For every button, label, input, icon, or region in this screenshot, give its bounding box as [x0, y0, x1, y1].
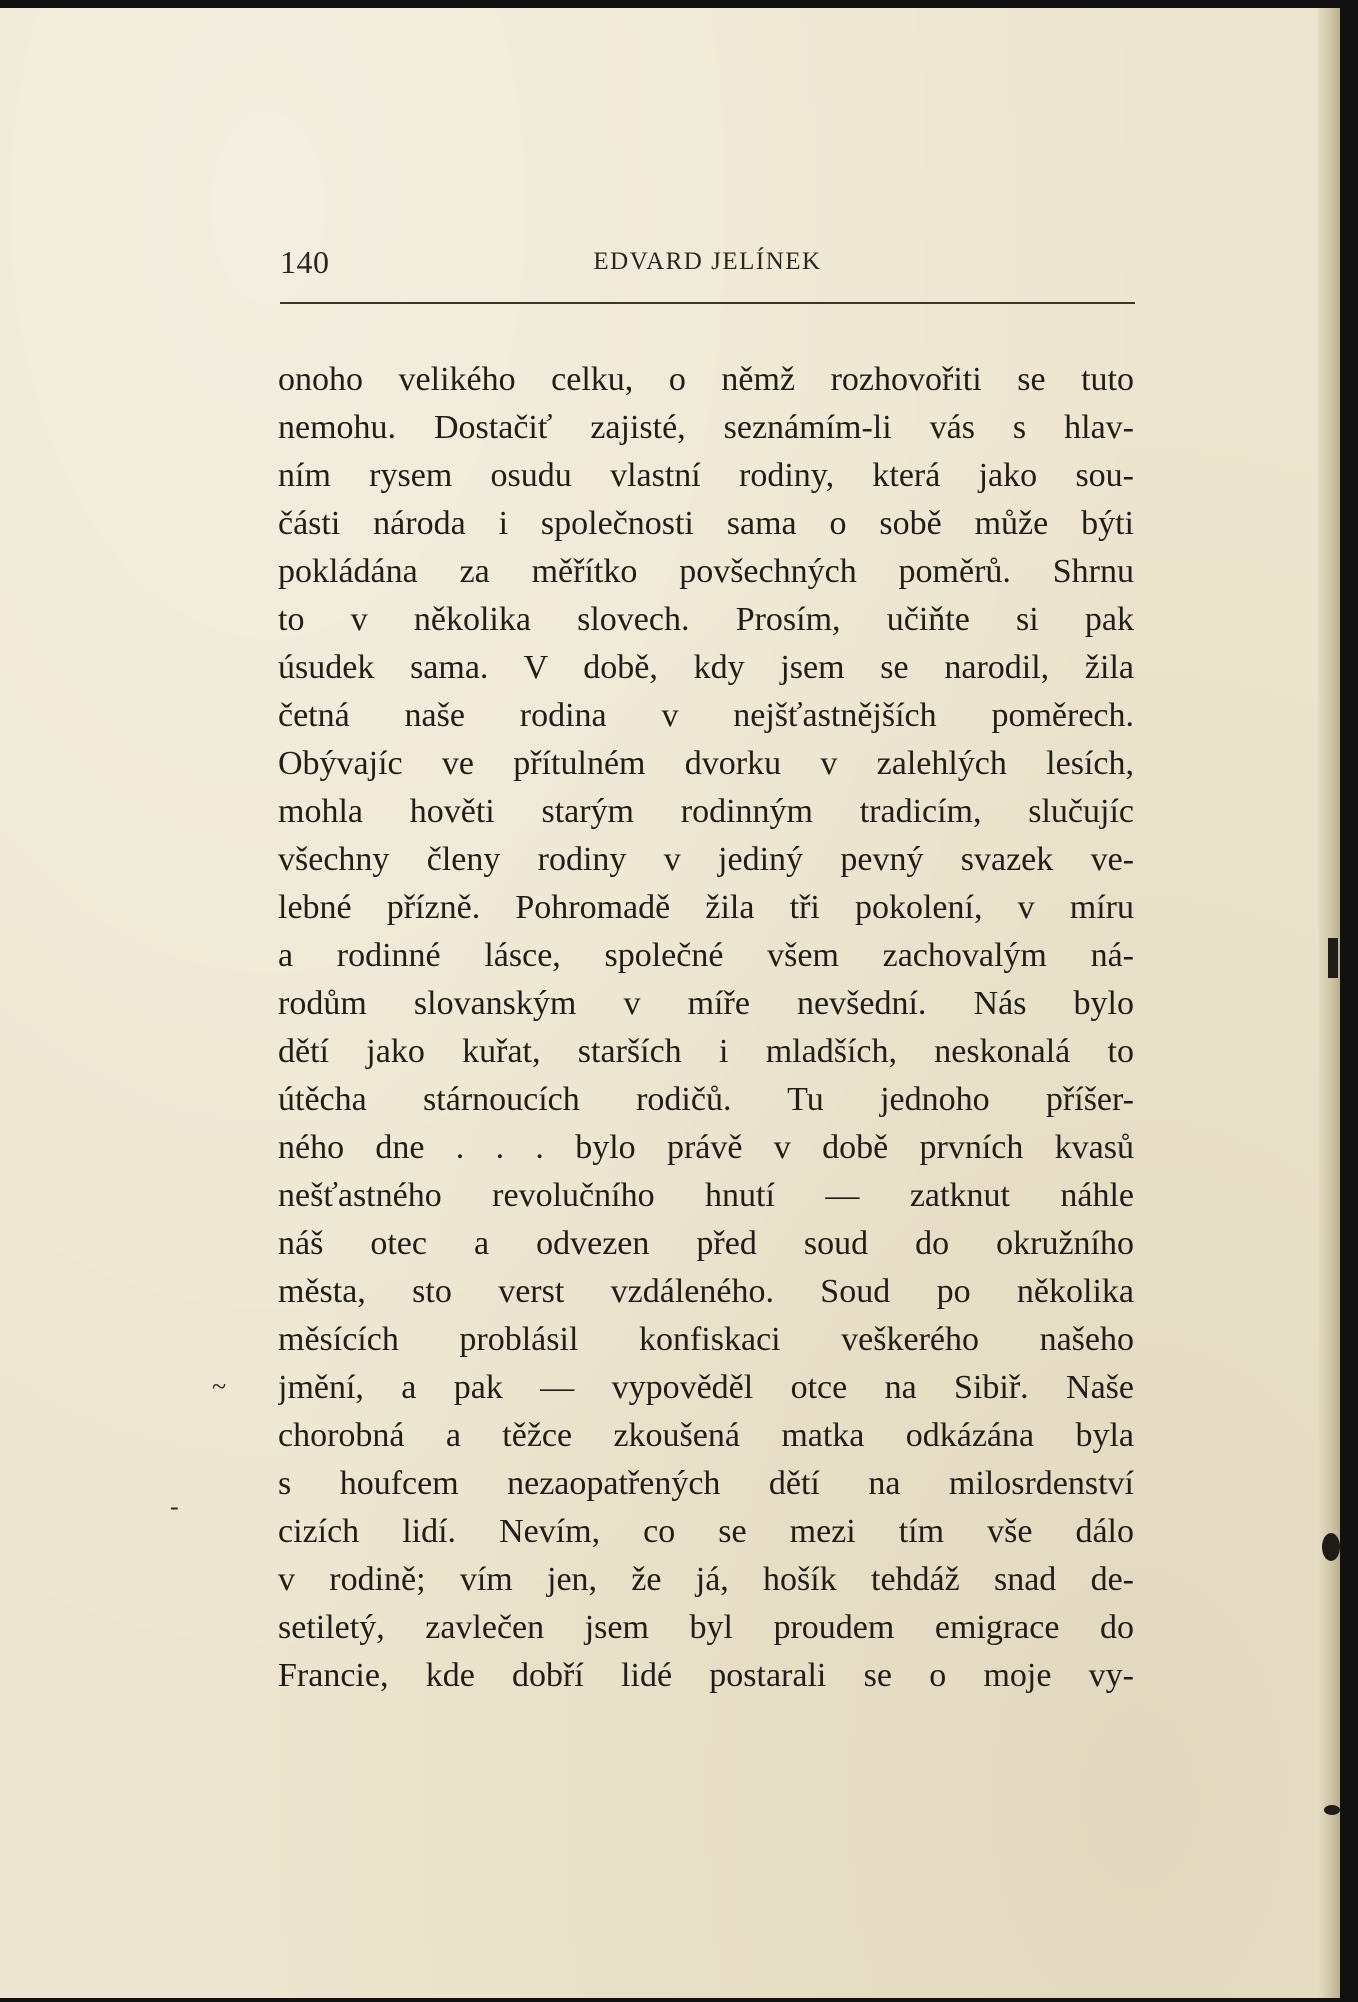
header-rule [280, 302, 1135, 304]
margin-tilde-mark: ~ [212, 1372, 227, 1401]
text-line: a rodinné lásce, společné všem zachovalým ná- [278, 937, 1134, 974]
text-line: města, sto verst vzdáleného. Soud po několika [278, 1273, 1134, 1310]
body-text [278, 356, 1134, 1700]
text-line: měsících problásil konfiskaci veškerého našeho [278, 1321, 1134, 1358]
page-edge-shadow [1318, 8, 1340, 1998]
book-page [0, 8, 1340, 1998]
text-line: jmění, a pak — vypověděl otce na Sibiř. Naše [278, 1369, 1134, 1406]
text-line: ním rysem osudu vlastní rodiny, která jako sou- [278, 457, 1134, 494]
text-line: setiletý, zavlečen jsem byl proudem emigrace do [278, 1609, 1134, 1646]
text-line: všechny členy rodiny v jediný pevný svazek ve- [278, 841, 1134, 878]
text-line: části národa i společnosti sama o sobě může býti [278, 505, 1134, 542]
text-line: onoho velikého celku, o němž rozhovořiti se tuto [278, 361, 1134, 398]
text-line: četná naše rodina v nejšťastnějších poměrech. [278, 697, 1134, 734]
edge-tab-mark [1322, 1533, 1340, 1561]
text-line: rodům slovanským v míře nevšední. Nás bylo [278, 985, 1134, 1022]
text-line: cizích lidí. Nevím, co se mezi tím vše dálo [278, 1513, 1134, 1550]
text-line: Obývajíc ve přítulném dvorku v zalehlých lesích, [278, 745, 1134, 782]
text-line: úsudek sama. V době, kdy jsem se narodil, žila [278, 649, 1134, 686]
margin-dash-mark: - [170, 1492, 179, 1521]
text-line: v rodině; vím jen, že já, hošík tehdáž snad de- [278, 1561, 1134, 1598]
text-line: lebné přízně. Pohromadě žila tři pokolení, v míru [278, 889, 1134, 926]
text-line: dětí jako kuřat, starších i mladších, neskonalá to [278, 1033, 1134, 1070]
running-head [280, 244, 1135, 288]
text-line: náš otec a odvezen před soud do okružního [278, 1225, 1134, 1262]
edge-tab-mark [1328, 938, 1338, 978]
page-number: 140 [280, 244, 330, 280]
text-line: ného dne . . . bylo právě v době prvních kvasů [278, 1129, 1134, 1166]
text-line: chorobná a těžce zkoušená matka odkázána byla [278, 1417, 1134, 1454]
text-line: útěcha stárnoucích rodičů. Tu jednoho příšer- [278, 1081, 1134, 1118]
text-line: nemohu. Dostačiť zajisté, seznámím-li vás s hlav- [278, 409, 1134, 446]
edge-tab-mark [1324, 1805, 1340, 1815]
text-line: nešťastného revolučního hnutí — zatknut náhle [278, 1177, 1134, 1214]
text-line: to v několika slovech. Prosím, učiňte si pak [278, 601, 1134, 638]
text-line: Francie, kde dobří lidé postarali se o moje vy- [278, 1657, 1134, 1694]
text-line: mohla hověti starým rodinným tradicím, slučujíc [278, 793, 1134, 830]
text-line: pokládána za měřítko povšechných poměrů. Shrnu [278, 553, 1134, 590]
running-title: EDVARD JELÍNEK [593, 248, 822, 275]
text-line: s houfcem nezaopatřených dětí na milosrdenství [278, 1465, 1134, 1502]
